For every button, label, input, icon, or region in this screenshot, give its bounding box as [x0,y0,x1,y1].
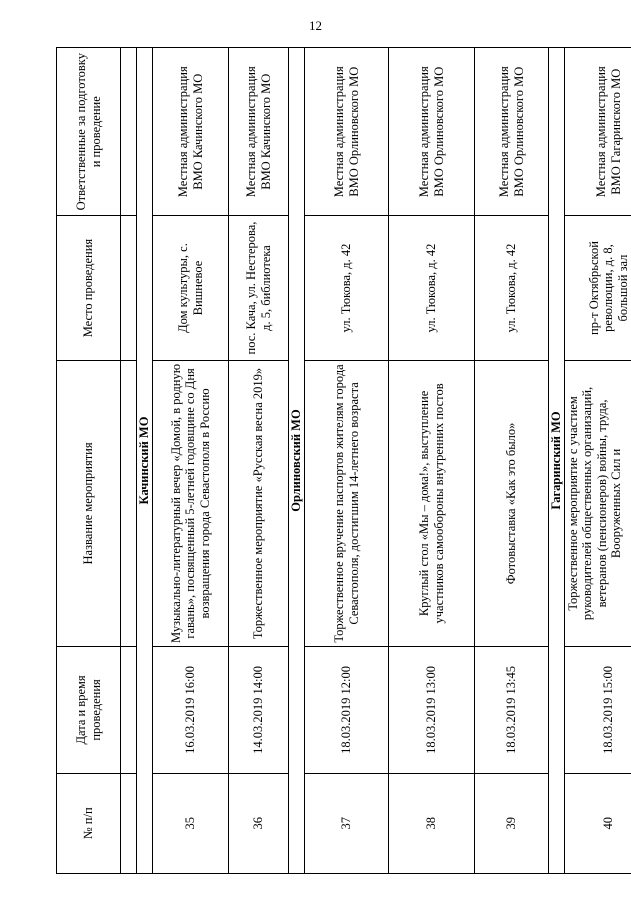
row-num: 40 [565,773,631,873]
row-event: Торжественное вручение паспортов жителям города Севастополя, достигшим 14-летнего возраста [305,360,389,647]
header-place: Место проведения [57,216,121,360]
row-place: пр-т Октябрьской революции, д. 8, большой зал [565,216,631,360]
row-date: 18.03.2019 13:00 [389,647,475,773]
row-event: Торжественное мероприятие с участием руководителей общественных организаций, ветеранов (пенсионеров) войны, труда, Вооруженных Сил и [565,360,631,647]
row-resp: Местная администрация ВМО Качинского МО [229,48,289,216]
table-row [153,48,229,874]
row-num: 37 [305,773,389,873]
section-row-gagar [549,48,565,874]
row-event: Круглый стол «Мы – дома!», выступление участников самообороны внутренних постов [389,360,475,647]
row-num: 36 [229,773,289,873]
row-place: ул. Тюкова, д. 42 [389,216,475,360]
row-event: Фотовыставка «Как это было» [475,360,549,647]
header-event: Название мероприятия [57,360,121,647]
row-place: Дом культуры, с. Вишневое [153,216,229,360]
row-resp: Местная администрация ВМО Орлиновского МО [475,48,549,216]
row-date: 14.03.2019 14:00 [229,647,289,773]
header-date: Дата и время проведения [57,647,121,773]
section-title: Гагаринский МО [549,48,565,874]
table-row [475,48,549,874]
rotated-table-wrapper [56,47,630,874]
row-place: пос. Кача, ул. Нестерова, д. 5, библиотека [229,216,289,360]
row-event: Торжественное мероприятие «Русская весна 2019» [229,360,289,647]
page-number: 12 [309,18,322,33]
row-resp: Местная администрация ВМО Орлиновского МО [305,48,389,216]
section-row-kacha [137,48,153,874]
row-date: 18.03.2019 15:00 [565,647,631,773]
table-row [305,48,389,874]
header-num: № п/п [57,773,121,873]
row-num: 39 [475,773,549,873]
row-event: Музыкально-литературный вечер «Домой, в родную гавань», посвященный 5-летней годовщине со Дня возвращения города Севастополя в Россию [153,360,229,647]
section-row-orlin [289,48,305,874]
row-date: 16.03.2019 16:00 [153,647,229,773]
spacer-row [121,48,137,874]
row-resp: Местная администрация ВМО Гагаринского МО [565,48,631,216]
section-title: Орлиновский МО [289,48,305,874]
table-row [229,48,289,874]
row-date: 18.03.2019 13:45 [475,647,549,773]
table-row [389,48,475,874]
row-num: 38 [389,773,475,873]
table-row [565,48,631,874]
table-header-row [57,48,121,874]
row-resp: Местная администрация ВМО Орлиновского МО [389,48,475,216]
row-place: ул. Тюкова, д. 42 [305,216,389,360]
header-resp: Ответственные за подготовку и проведение [57,48,121,216]
events-table [56,47,631,874]
row-date: 18.03.2019 12:00 [305,647,389,773]
row-place: ул. Тюкова, д. 42 [475,216,549,360]
section-title: Качинский МО [137,48,153,874]
row-num: 35 [153,773,229,873]
row-resp: Местная администрация ВМО Качинского МО [153,48,229,216]
